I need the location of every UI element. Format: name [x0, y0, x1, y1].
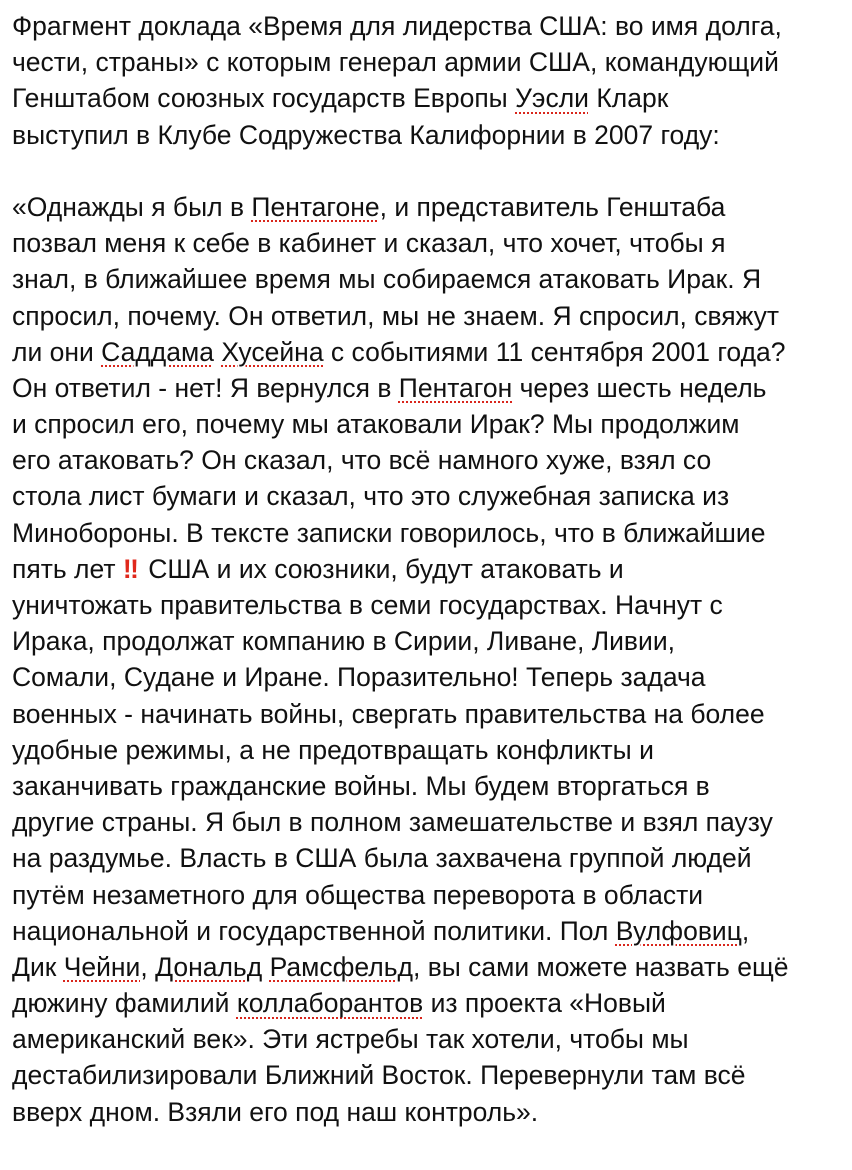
- text-line: военных - начинать войны, свергать правительства на более: [12, 698, 765, 729]
- misspelled-word[interactable]: Пентагон: [398, 372, 513, 403]
- text-line: Минобороны. В тексте записки говорилось, что в ближайшие: [12, 517, 766, 548]
- misspelled-word[interactable]: Уэсли: [515, 83, 589, 114]
- text-line: дестабилизировали Ближний Восток. Перевернули там всё: [12, 1060, 746, 1091]
- text-line: национальной и государственной политики. Пол Вулфовиц,: [12, 915, 750, 946]
- text-line: чести, страны» с которым генерал армии США, командующий: [12, 47, 779, 78]
- text-line: уничтожать правительства в семи государствах. Начнут с: [12, 590, 723, 620]
- text-line: дюжину фамилий коллаборантов из проекта «Новый: [12, 988, 666, 1019]
- text-line: выступил в Клубе Содружества Калифорнии в 2007 году:: [12, 119, 720, 150]
- text-line: пять лет ‼ США и их союзники, будут атаковать и: [12, 553, 624, 584]
- text-line: путём незаметного для общества переворота в области: [12, 879, 704, 910]
- misspelled-word[interactable]: Саддама: [101, 336, 214, 367]
- text-line: стола лист бумаги и сказал, что это служебная записка из: [12, 481, 730, 512]
- misspelled-word[interactable]: Хусейна: [221, 336, 324, 367]
- text-line: заканчивать гражданские войны. Мы будем вторгаться в: [12, 770, 710, 801]
- quote-paragraph: [12, 189, 838, 1130]
- text-line: знал, в ближайшее время мы собираемся атаковать Ирак. Я: [12, 264, 762, 295]
- text-line: другие страны. Я был в полном замешательстве и взял паузу: [12, 807, 773, 838]
- text-line: «Однажды я был в Пентагоне, и представитель Генштаба: [12, 191, 726, 222]
- text-line: Он ответил - нет! Я вернулся в Пентагон через шесть недель: [12, 372, 767, 403]
- text-line: вверх дном. Взяли его под наш контроль».: [12, 1096, 539, 1127]
- text-line: Дик Чейни, Дональд Рамсфельд, вы сами можете назвать ещё: [12, 951, 789, 982]
- text-line: ли они Саддама Хусейна с событиями 11 сентября 2001 года?: [12, 336, 786, 367]
- intro-paragraph: [12, 8, 838, 153]
- text-line: Ирака, продолжат компанию в Сирии, Ливане, Ливии,: [12, 626, 675, 657]
- document-body: [12, 8, 838, 1130]
- misspelled-word[interactable]: Вулфовиц: [615, 915, 742, 946]
- text-line: и спросил его, почему мы атаковали Ирак? Мы продолжим: [12, 409, 740, 440]
- text-line: американский век». Эти ястребы так хотели, чтобы мы: [12, 1024, 689, 1055]
- misspelled-word[interactable]: коллаборантов: [236, 988, 424, 1019]
- misspelled-word[interactable]: Пентагоне: [251, 191, 380, 222]
- text-line: Генштабом союзных государств Европы Уэсли Кларк: [12, 83, 669, 114]
- misspelled-word[interactable]: Дональд: [155, 951, 263, 982]
- paragraph-gap: [12, 153, 838, 189]
- text-line: на раздумье. Власть в США была захвачена группой людей: [12, 843, 752, 874]
- text-line: его атаковать? Он сказал, что всё намного хуже, взял со: [12, 445, 712, 476]
- text-line: Фрагмент доклада «Время для лидерства США: во имя долга,: [12, 11, 782, 41]
- text-line: спросил, почему. Он ответил, мы не знаем. Я спросил, свяжут: [12, 300, 780, 331]
- double-exclamation-icon: ‼: [122, 553, 137, 584]
- misspelled-word[interactable]: Рамсфельд: [269, 951, 413, 982]
- text-line: Сомали, Судане и Иране. Поразительно! Теперь задача: [12, 662, 706, 693]
- text-line: удобные режимы, а не предотвращать конфликты и: [12, 734, 654, 765]
- text-line: позвал меня к себе в кабинет и сказал, что хочет, чтобы я: [12, 228, 726, 259]
- misspelled-word[interactable]: Чейни: [63, 951, 141, 982]
